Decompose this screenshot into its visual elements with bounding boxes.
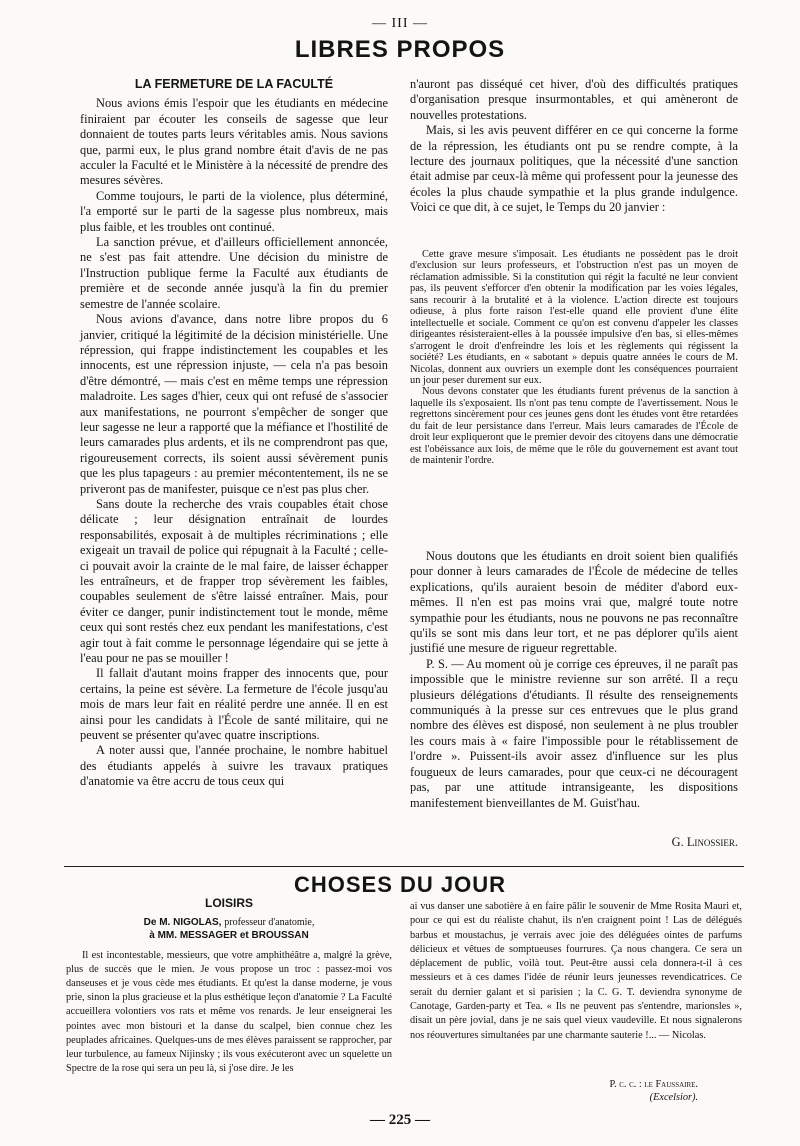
paragraph: Nous avions d'avance, dans notre libre propos du 6 janvier, critiqué la légitimité de la décision ministérielle. Une répression, qui frappe indistinctement les coupables et les innocents, est une répression injuste, — cela n'a pas besoin d'être démontré, — mais c'est en même temps une répression maladroite. Les sages d'hier, ceux qui ont refusé de s'associer aux manifestations, ne pourront s'empêcher de songer que leur sagesse ne leur a rapporté que la méfiance et l'hostilité de leurs camarades plus ardents, et ils ne comprendront pas que, rigoureusement corrects, ils soient aussi sévèrement punis que les plus tapageurs : au premier mécontentement, ils ne se priveront pas de manifester, puisque ce n'est pas plus cher. xyxy=(80,312,388,496)
article-title: LA FERMETURE DE LA FACULTÉ xyxy=(134,77,334,91)
paragraph: ai vus danser une sabotière à en faire pâlir le souvenir de Mme Rosita Mauri et, pour ce qui est du réaliste chahut, ils n'en craignent point ! Las de délégués barbus et moustachus, je verrais avec joie des déléguées ointes de parfums délicieux et vêtues de somptueuses fourrures. Ça nous changera. Ce sera un déplacement de public, voilà tout. Peut-être aussi cela donnera-t-il à ces messieurs et à ces dames l'idée de réunir leurs jeunesses revendicatrices. Ce serait du dernier galant et si parisien ; la C. G. T. deviendra synonyme de Canotage, Garden-party et Tea. « Ils ne peuvent pas s'entendre, marionsles », disait un père jovial, dans je ne sais quel vieux vaudeville. Et nous signalerons nos réouvertures simultanées par une charmante sauterie !... — Nicolas. xyxy=(410,901,742,1041)
paragraph: Il est incontestable, messieurs, que votre amphithéâtre a, malgré la grève, plus de succès que le mien. Je vous propose un troc : passez-moi vos danseuses et je vous cède mes étudiants. Et qu'est la danse moderne, je vous prie, sinon la plus gracieuse et la plus esthétique leçon d'anatomie ? La Faculté accueillera volontiers vos rats et même vos renards. Je leur enseignerai les pointes avec mon bistouri et la danse du scalpel, bien connue chez les peuplades africaines. Quelques-uns de mes élèves paraissent se rapprocher, par leur turbulence, au fameux Nijinsky ; ils vous exécuteront avec un squelette un Spectre de la rose qui sera un peu là, si j'ose dire. Je les xyxy=(66,950,392,1074)
paragraph: P. S. — Au moment où je corrige ces épreuves, il ne paraît pas impossible que le ministre revienne sur son arrêté. Il a reçu plusieurs délégations d'étudiants. Il résulte des renseignements communiqués à la presse sur ces entrevues que le plus grand nombre des élèves est disposé, non seulement à ne plus troubler les cours mais à « faire l'impossible pour le rétablissement de l'ordre ». Puissent-ils avoir assez d'influence sur les plus fougueux de leurs camarades, pour que ceux-ci ne découragent pas, par une attitude intransigeante, les dispositions manifestement bienveillantes de M. Guist'hau. xyxy=(410,656,738,810)
signature-faussaire: P. c. c. : le Faussaire. xyxy=(609,1079,698,1090)
temps-quote xyxy=(410,249,738,467)
quote-paragraph: Cette grave mesure s'imposait. Les étudiants ne possèdent pas le droit d'exclusion sur leurs professeurs, et l'obstruction n'est pas un moyen de réclamation admissible. Si la constitution qui régit la faculté ne leur convient pas, ils peuvent s'efforcer d'en obtenir la modification par les voies légales, sans recourir à la brutalité et à la violence. L'action directe est toujours odieuse, à plus forte raison l'est-elle quand elle provient d'une élite intellectuelle et sociale. Comment ce qu'on est convenu d'appeler les classes dirigeantes résisteraient-elles à la poussée impulsive d'en bas, si elles-mêmes s'arrogent le droit d'enfreindre les lois et les règlements qui régissent la société? Les étudiants, en « sabotant » depuis quatre années le cours de M. Nicolas, donnent aux ouvriers un exemple dont les conséquences pourraient un jour peser durement sur eux. xyxy=(410,249,738,386)
quote-paragraph: Nous devons constater que les étudiants furent prévenus de la sanction à laquelle ils s'exposaient. Ils n'ont pas tenu compte de l'avertissement. Nous le regrettons sincèrement pour ces jeunes gens dont les études vont être retardées du fait de leur persistance dans l'erreur. Mais leurs camarades de l'École de droit leur expliqueront que le premier devoir des citoyens dans une démocratie est l'obéissance aux lois, de même que le rôle du gouvernement est avant tout de maintenir l'ordre. xyxy=(410,386,738,467)
page-number: — 225 — xyxy=(370,1112,430,1128)
byline-recipients: à MM. MESSAGER et BROUSSAN xyxy=(149,930,309,942)
paragraph: n'auront pas disséqué cet hiver, d'où des difficultés pratiques d'organisation presque insurmontables, et qui amèneront de nouvelles protestations. xyxy=(410,77,738,122)
paragraph: La sanction prévue, et d'ailleurs officiellement annoncée, ne s'est pas fait attendre. Une décision du ministre de l'Instruction publique ferme la Faculté aux étudiants de première et de seconde année jusqu'à la fin du premier semestre de l'année scolaire. xyxy=(80,235,388,311)
byline-name: De M. NIGOLAS, xyxy=(143,917,222,929)
loisirs-signature xyxy=(520,1078,698,1104)
byline-role: professeur d'anatomie, xyxy=(224,917,315,929)
paragraph: Nous avions émis l'espoir que les étudiants en médecine finiraient par écouter les conseils de sagesse que leur donnaient de toutes parts leurs véritables amis. Nous savions que, parmi eux, le plus grand nombre était d'avis de ne pas acculer la Faculté et le Ministère à la nécessité de prendre des mesures sévères. xyxy=(80,96,388,188)
article-title-loisirs: LOISIRS xyxy=(204,896,253,910)
signature-linossier xyxy=(600,835,738,850)
byline xyxy=(66,916,392,929)
paragraph: A noter aussi que, l'année prochaine, le nombre habituel des étudiants appelés à suivre les travaux pratiques d'anatomie va être accru de tous ceux qui xyxy=(80,743,388,789)
loisirs-right-column xyxy=(410,900,742,1043)
signature: G. Linossier. xyxy=(671,835,738,849)
page-roman-numeral: — III — xyxy=(372,16,428,31)
paragraph: Nous doutons que les étudiants en droit soient bien qualifiés pour donner à leurs camarades de l'École de médecine de telles explications, qu'ils auraient besoin de méditer d'abord eux-mêmes. Il n'en est pas moins vrai que, malgré toute notre sympathie pour les étudiants, nous ne pouvons ne pas reconnaître qu'ils se sont mis dans leur tort, et ne pas déplorer qu'ils aient justifié une mesure de rigueur regrettable. xyxy=(410,549,738,656)
section-title-libres-propos: LIBRES PROPOS xyxy=(294,36,506,63)
paragraph: Comme toujours, le parti de la violence, plus déterminé, l'a emporté sur le parti de la sagesse plus nombreux, mais plus faible, et les troubles ont continué. xyxy=(80,188,388,234)
section-title-choses-du-jour: CHOSES DU JOUR xyxy=(293,872,507,897)
paragraph: Il fallait d'autant moins frapper des innocents que, pour certains, la peine est sévère. La fermeture de l'école jusqu'au mois de mars leur fait en réalité perdre une année. Il en est ainsi pour les candidats à l'École de santé militaire, qui ne peuvent se présenter qu'avec quatre inscriptions. xyxy=(80,666,388,743)
source-excelsior: (Excelsior). xyxy=(649,1092,698,1103)
article-right-column-bottom xyxy=(410,549,738,811)
section-divider xyxy=(64,866,744,867)
paragraph: Sans doute la recherche des vrais coupables était chose délicate ; leur désignation entraînait de lourdes responsabilités, exposait à de multiples récriminations ; elle exigeait un travail de police qui répugnait à la Faculté ; celle-ci pouvait avoir la crainte de le mal faire, de laisser échapper les entraîneurs, et de frapper trop sévèrement les faibles, coupables seulement de s'être laissé entraîner. Mais, pour éviter ce danger, punir indistinctement tout le monde, même ceux qui sont restés chez eux pendant les manifestations, c'est agir tout à fait comme le personnage légendaire qui se jette à l'eau pour ne pas se mouiller ! xyxy=(80,496,388,666)
article-right-column-top xyxy=(410,77,738,216)
article-left-column xyxy=(80,77,388,790)
loisirs-left-column xyxy=(66,896,392,1076)
paragraph: Mais, si les avis peuvent différer en ce qui concerne la forme de la répression, les étudiants ont pu se rendre compte, à la lecture des journaux politiques, que la nécessité d'une sanction était admise par ceux-là même qui professent pour la jeunesse des écoles la plus chaude sympathie et la plus grande indulgence. Voici ce que dit, à ce sujet, le Temps du 20 janvier : xyxy=(410,123,738,215)
